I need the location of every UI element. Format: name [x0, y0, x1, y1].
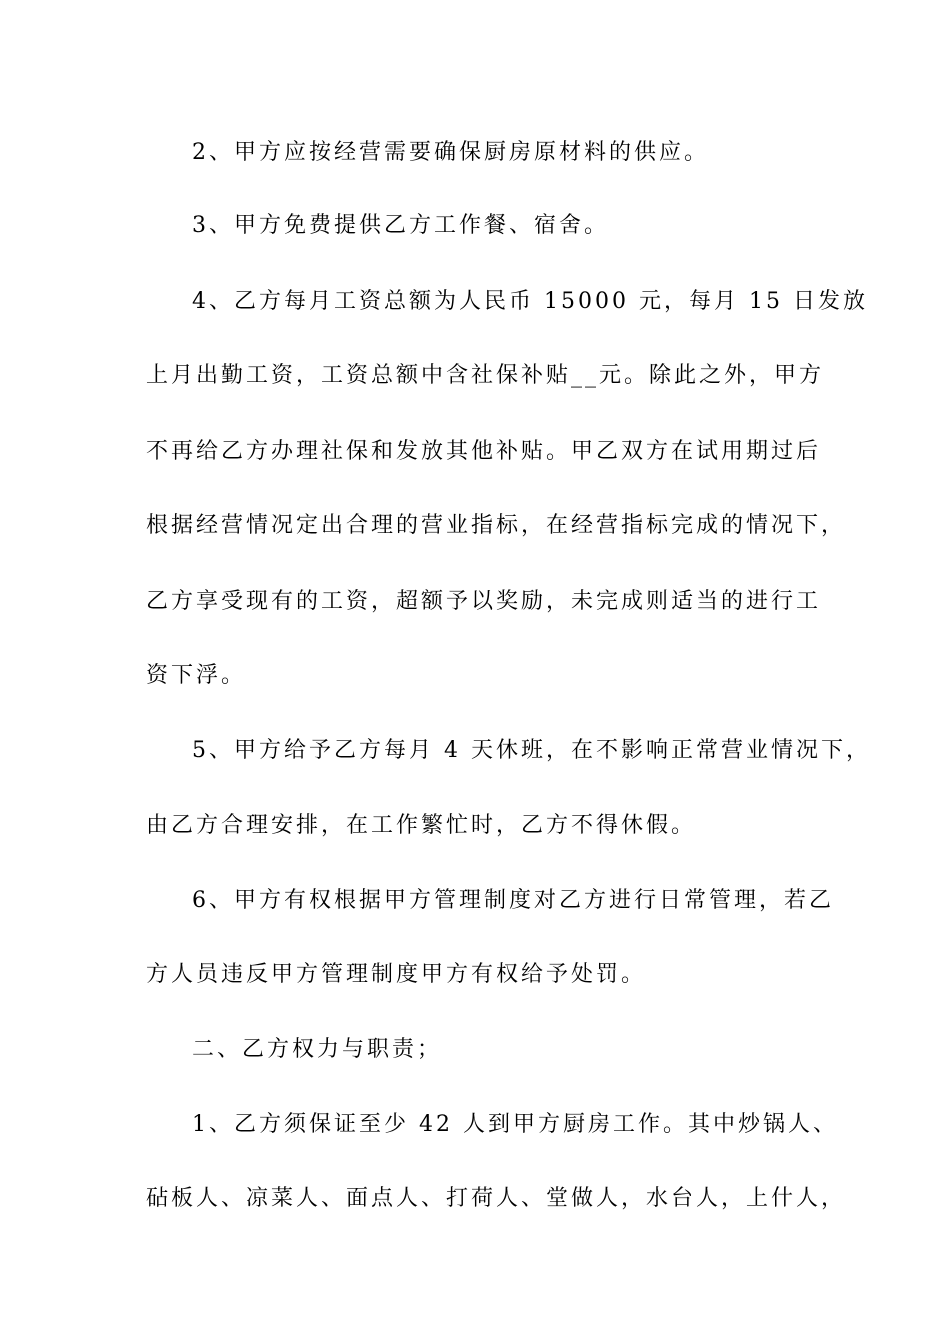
clause-5-line-1: 5、甲方给予乙方每月 4 天休班，在不影响正常营业情况下，: [192, 738, 871, 763]
section-2-clause-1-line-1: 1、乙方须保证至少 42 人到甲方厨房工作。其中炒锅人、: [192, 1112, 838, 1137]
clause-4-line-6: 资下浮。: [146, 663, 247, 688]
clause-2-line: 2、甲方应按经营需要确保厨房原材料的供应。: [192, 140, 709, 165]
section-2-clause-1-line-2: 砧板人、凉菜人、面点人、打荷人、堂做人，水台人，上什人，: [146, 1186, 847, 1211]
clause-6-line-2: 方人员违反甲方管理制度甲方有权给予处罚。: [146, 962, 647, 987]
clause-4-line-1: 4、乙方每月工资总额为人民币 15000 元，每月 15 日发放: [192, 289, 868, 314]
clause-6-line-1: 6、甲方有权根据甲方管理制度对乙方进行日常管理，若乙: [192, 888, 834, 913]
clause-5-line-2: 由乙方合理安排，在工作繁忙时，乙方不得休假。: [146, 813, 697, 838]
section-heading: 二、乙方权力与职责；: [192, 1037, 443, 1062]
clause-4-line-4: 根据经营情况定出合理的营业指标，在经营指标完成的情况下，: [146, 513, 847, 538]
clause-3-line: 3、甲方免费提供乙方工作餐、宿舍。: [192, 213, 609, 238]
clause-4-line-3: 不再给乙方办理社保和发放其他补贴。甲乙双方在试用期过后: [146, 439, 822, 464]
clause-4-line-5: 乙方享受现有的工资，超额予以奖励，未完成则适当的进行工: [146, 589, 822, 614]
clause-4-line-2: 上月出勤工资，工资总额中含社保补贴__元。除此之外，甲方: [146, 363, 825, 388]
